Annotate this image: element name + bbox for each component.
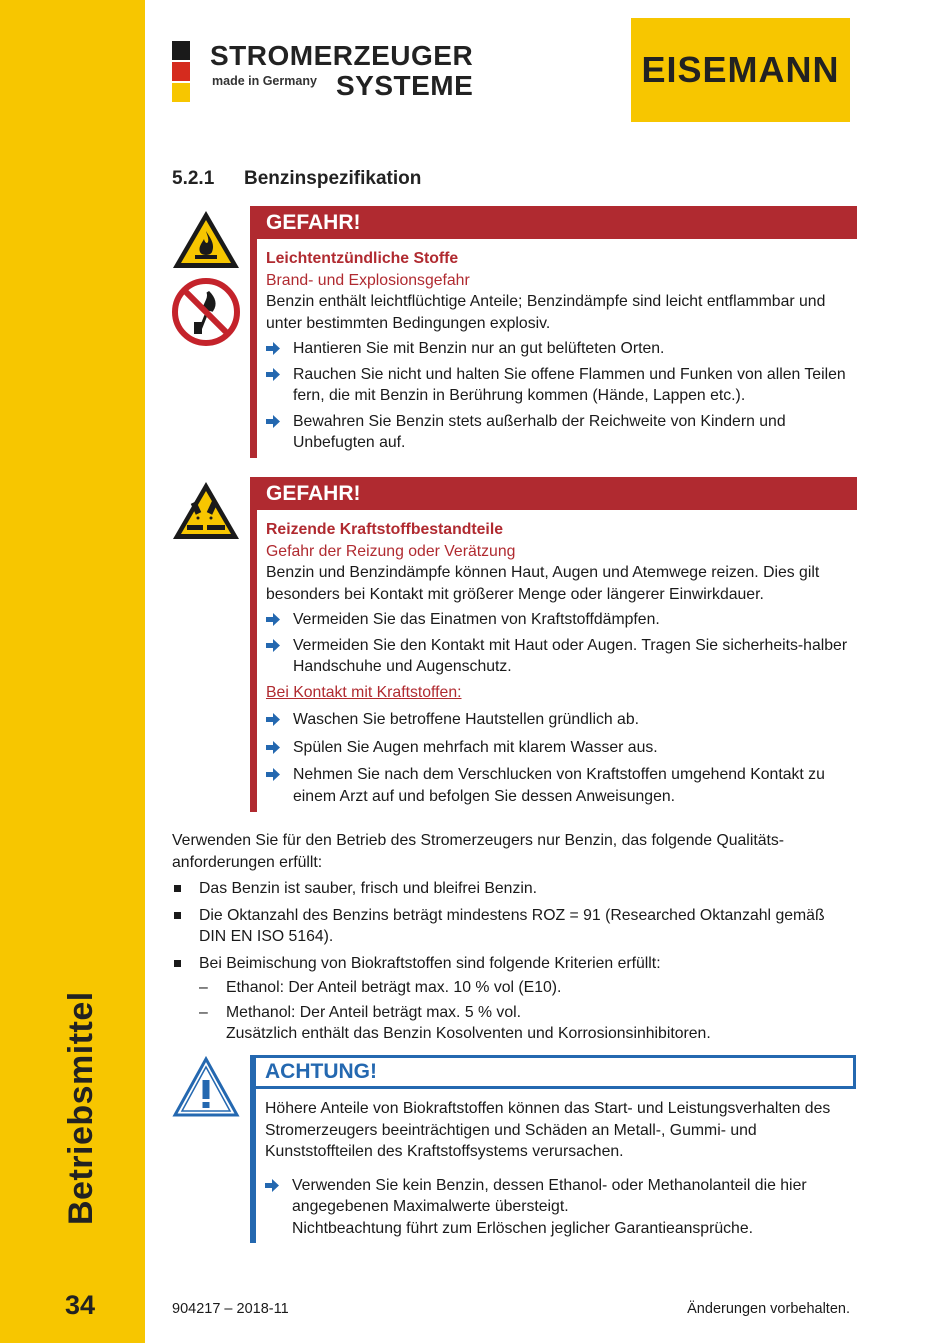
arrow-right-icon bbox=[266, 415, 280, 428]
contact-label: Bei Kontakt mit Kraftstoffen: bbox=[266, 683, 462, 701]
list-item: Vermeiden Sie das Einatmen von Kraftstoffdämpfen. bbox=[266, 609, 857, 631]
section-title: Benzinspezifikation bbox=[244, 168, 422, 189]
attention-label: ACHTUNG! bbox=[256, 1055, 856, 1089]
corrosive-warning-icon bbox=[171, 480, 241, 541]
arrow-right-icon bbox=[266, 613, 280, 626]
list-item: – Methanol: Der Anteil beträgt max. 5 % vol. Zusätzlich enthält das Benzin Kosolventen und Korrosionsinhibitoren. bbox=[199, 1003, 711, 1042]
intro-text: Verwenden Sie für den Betrieb des Stromerzeugers nur Benzin, das folgende Qualitäts-anforderungen erfüllt: bbox=[172, 832, 785, 871]
danger-label: GEFAHR! bbox=[250, 477, 857, 510]
arrow-right-icon bbox=[266, 368, 280, 381]
sidebar-title: Betriebsmittel bbox=[62, 991, 100, 1225]
doc-code: 904217 – 2018-11 bbox=[172, 1301, 289, 1317]
attention-text: Höhere Anteile von Biokraftstoffen können das Start- und Leistungsverhalten des Stromerzeugers beeinträchtigen und Schäden an Metall-, Gummi- und Kunststoffteilen des Kraftstoffsystems verursachen. bbox=[265, 1100, 831, 1160]
danger-warning-flammable bbox=[250, 206, 857, 458]
arrow-right-icon bbox=[266, 741, 280, 754]
page-number: 34 bbox=[65, 1290, 96, 1320]
caution-triangle-icon bbox=[172, 1056, 240, 1118]
arrow-right-icon bbox=[266, 768, 280, 781]
arrow-right-icon bbox=[265, 1179, 279, 1192]
logo-line2: made in Germany bbox=[212, 74, 317, 88]
bullet-square-icon bbox=[174, 960, 181, 967]
list-item: Bewahren Sie Benzin stets außerhalb der Reichweite von Kindern und Unbefugten auf. bbox=[266, 411, 857, 454]
list-item: – Ethanol: Der Anteil beträgt max. 10 % vol (E10). bbox=[199, 979, 562, 996]
list-item: Waschen Sie betroffene Hautstellen gründlich ab. bbox=[266, 709, 857, 731]
attention-item-note: Nichtbeachtung führt zum Erlöschen jeglicher Garantieansprüche. bbox=[292, 1219, 753, 1237]
list-item: Spülen Sie Augen mehrfach mit klarem Wasser aus. bbox=[266, 737, 857, 759]
list-item: Hantieren Sie mit Benzin nur an gut belüfteten Orten. bbox=[266, 338, 857, 360]
no-open-flame-icon bbox=[172, 278, 240, 346]
arrow-right-icon bbox=[266, 713, 280, 726]
fuel-requirements bbox=[172, 830, 852, 1045]
list-item: Nehmen Sie nach dem Verschlucken von Kraftstoffen umgehend Kontakt zu einem Arzt auf und befolgen Sie dessen Anweisungen. bbox=[266, 764, 857, 807]
brand-logo bbox=[631, 18, 850, 122]
list-item: Das Benzin ist sauber, frisch und bleifrei Benzin. bbox=[172, 878, 852, 900]
warning-subheading: Brand- und Explosionsgefahr bbox=[266, 271, 470, 289]
warning-subheading: Gefahr der Reizung oder Verätzung bbox=[266, 542, 516, 560]
footer-note: Änderungen vorbehalten. bbox=[687, 1301, 850, 1317]
list-item: Bei Beimischung von Biokraftstoffen sind folgende Kriterien erfüllt: bbox=[172, 953, 852, 975]
section-number: 5.2.1 bbox=[172, 168, 215, 189]
attention-notice bbox=[250, 1055, 856, 1243]
warning-heading: Leichtentzündliche Stoffe bbox=[266, 250, 459, 267]
bullet-square-icon bbox=[174, 912, 181, 919]
list-item: Vermeiden Sie den Kontakt mit Haut oder Augen. Tragen Sie sicherheits-halber Handschuhe und Augenschutz. bbox=[266, 635, 857, 678]
list-item: Die Oktanzahl des Benzins beträgt mindestens ROZ = 91 (Researched Oktanzahl gemäß DIN EN ISO 5164). bbox=[172, 905, 852, 948]
section-heading bbox=[172, 168, 421, 190]
danger-label: GEFAHR! bbox=[250, 206, 857, 239]
flammable-warning-icon bbox=[171, 209, 241, 270]
list-item: Verwenden Sie kein Benzin, dessen Ethanol- oder Methanolanteil die hier angegebenen Maximalwerte übersteigt. Nichtbeachtung führt zum Erlöschen jeglicher Garantieansprüche. bbox=[265, 1175, 856, 1240]
bullet-square-icon bbox=[174, 885, 181, 892]
list-item: Rauchen Sie nicht und halten Sie offene Flammen und Funken von allen Teilen fern, die mit Benzin in Berührung kommen (Hände, Lappen etc.). bbox=[266, 364, 857, 407]
arrow-right-icon bbox=[266, 639, 280, 652]
dash-note: Zusätzlich enthält das Benzin Kosolventen und Korrosionsinhibitoren. bbox=[226, 1025, 711, 1042]
warning-text: Benzin enthält leichtflüchtige Anteile; Benzindämpfe sind leicht entflammbar und unter bestimmten Bedingungen explosiv. bbox=[266, 293, 826, 332]
warning-text: Benzin und Benzindämpfe können Haut, Augen und Atemwege reizen. Dies gilt besonders bei Kontakt mit größerer Menge oder längerer Einwirkdauer. bbox=[266, 564, 820, 603]
logo-line3: SYSTEME bbox=[336, 70, 474, 101]
flag-logo-icon bbox=[172, 41, 190, 104]
arrow-right-icon bbox=[266, 342, 280, 355]
brand-name: EISEMANN bbox=[641, 49, 840, 90]
logo-line1: STROMERZEUGER bbox=[210, 40, 474, 71]
danger-warning-irritant bbox=[250, 477, 857, 812]
warning-heading: Reizende Kraftstoffbestandteile bbox=[266, 521, 503, 538]
